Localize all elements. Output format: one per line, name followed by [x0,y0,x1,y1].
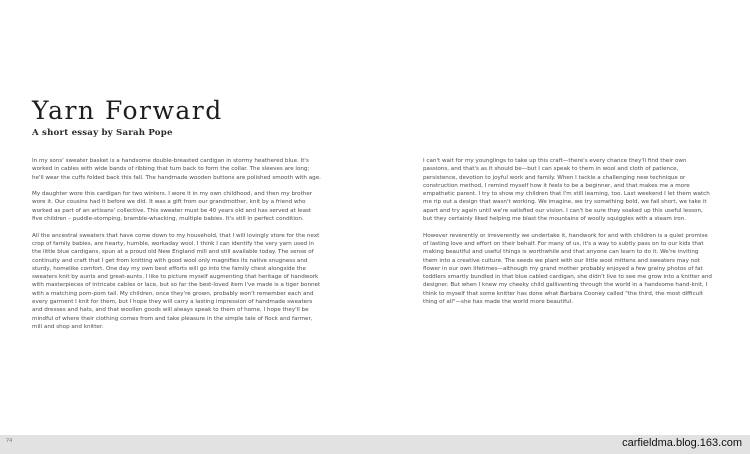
body-paragraph: All the ancestral sweaters that have come down to my household, that I will lovingly store for the next crop of family babies, are hearty, humble, workaday wool. I think I can identify the very yarn used in the little blue cardigans, spun at a proud old New England mill and still available today. The sense of continuity and craft that I get from knitting with good wool only magnifies its native snugness and sturdy, homelike comfort. One day my own best efforts will go into the family chest alongside the sweaters knit by aunts and great-aunts. I like to picture myself augmenting that heritage of handwork with masterpieces of intricate cables or lace, but so far the best-loved item I've made is a tiger bonnet with a matching pom-pom tail. My children, once they're grown, probably won't remember each and every garment I knit for them, but I hope they will carry a lasting impression of handmade sweaters and dresses and hats, and that woollen goods will always speak to them of home. I hope they'll be mindful of where their clothing comes from and take pleasure in the simple tale of flock and farmer, mill and shop and knitter. [32,232,321,330]
page-number: 74 [6,438,13,444]
body-paragraph: However reverently or irreverently we undertake it, handwork for and with children is a quiet promise of lasting love and effort on their behalf. For many of us, it's a way to subtly pass on to our kids that making beautiful and useful things is worthwhile and that anyone can learn to do it. We're inviting them into a creative culture. The seeds we plant with our little wool mittens and sweaters may not flower in our own lifetimes—although my grand mother probably enjoyed a few grainy photos of fat toddlers smartly bundled in that blue cabled cardigan, she didn't live to see me grow into a knitter and designer. But when I knew my cheeky child gallivanting through the world in a handsome hand-knit, I think to myself that some knitter has done what Barbara Cooney called "the third, the most difficult thing of all"—she has made the world more beautiful. [423,232,712,306]
page-title: Yarn Forward [32,96,223,125]
byline: A short essay by Sarah Pope [32,128,173,138]
body-paragraph: In my sons' sweater basket is a handsome double-breasted cardigan in stormy heathered blue. It's worked in cables with wide bands of ribbing that turn back to form the collar. The sleeves are long; he'll wear the cuffs folded back this fall. The handmade wooden buttons are polished smooth with age. [32,158,321,181]
body-column-right [423,157,713,315]
body-paragraph: My daughter wore this cardigan for two winters. I wore it in my own childhood, and then my brother wore it. Our cousins had it before we did. It was a gift from our grandmother, knit by a friend who worked as part of an artisans' collective. This sweater must be 40 years old and has served at least five children – puddle-stomping, bramble-whacking, multiple babies. It's still in perfect condition. [32,191,313,223]
watermark-text: carfieldma.blog.163.com [622,437,742,449]
body-paragraph: I can't wait for my younglings to take up this craft—there's every chance they'll find their own passions, and that's as it should be—but I can speak to them in wool and cloth of patience, persistence, devotion to joyful work and family. When I tackle a challenging new technique or construction method, I remind myself how it feels to be a beginner, and that makes me a more empathetic parent. I try to show my children that I'm still learning, too. Last weekend I let them watch me rip out a design that wasn't working. We imagine, we try something bold, we fail short, we take it apart and try again until we're satisfied our vision. I can't be sure they soaked up this useful lesson, but they certainly liked helping me blast the mountains of woolly squiggles with a steam iron. [423,158,710,223]
footer-bar [0,435,750,454]
body-column-left [32,157,322,340]
